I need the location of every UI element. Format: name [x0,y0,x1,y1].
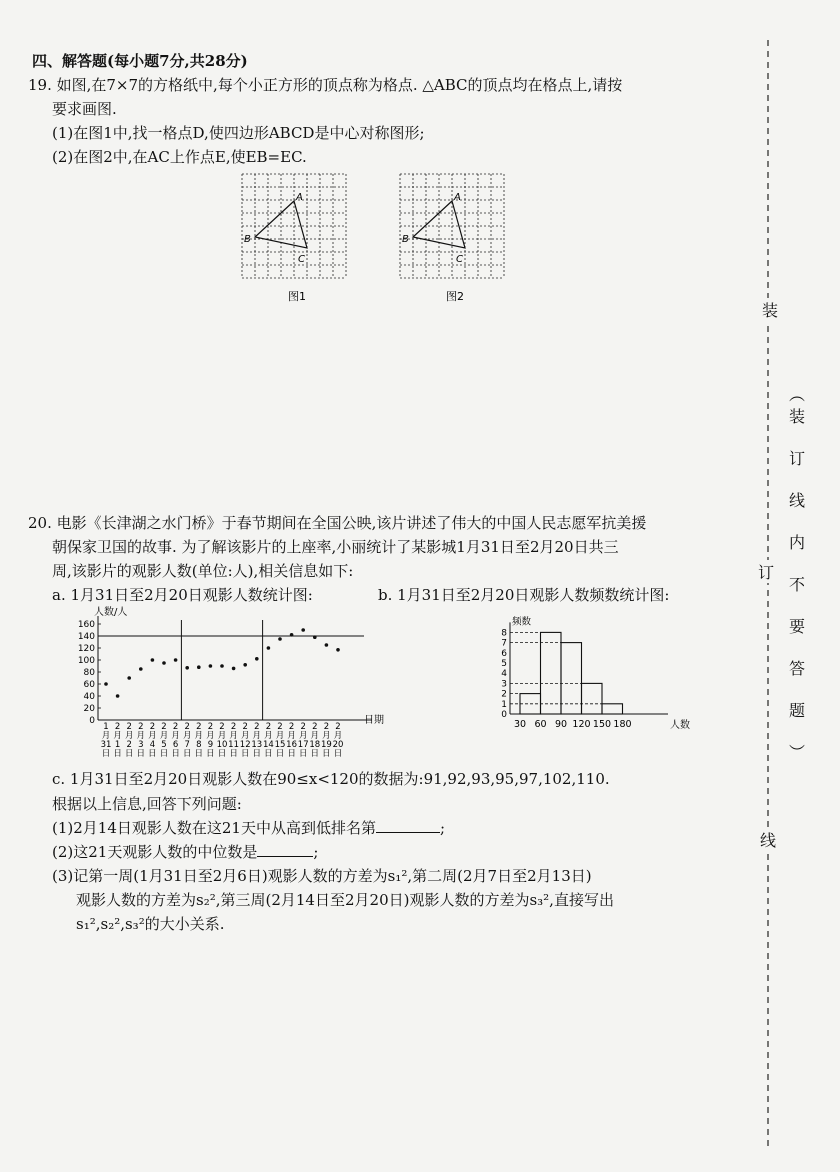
x-tick-label: 2 [138,722,144,732]
x-tick-label: 11 [228,740,240,750]
q20-line2: 朝保家卫国的故事. 为了解该影片的上座率,小丽统计了某影城1月31日至2月20日共三 [52,538,619,556]
x-tick-label: 月 [298,731,308,741]
y-tick-label: 80 [83,668,95,678]
x-tick-label: 2 [242,722,248,732]
data-point [336,648,340,652]
point-label-a: A [296,192,303,203]
margin-char: 答 [788,659,805,678]
x-tick-label: 90 [554,719,568,730]
data-point [290,633,294,637]
data-point [267,646,271,650]
data-point [209,664,213,668]
q20-sub2 [52,841,318,863]
x-tick-label: 月 [206,731,215,741]
x-tick-label: 月 [217,731,227,741]
data-point [116,694,120,698]
x-tick-label: 月 [240,731,250,741]
x-tick-label: 120 [572,719,591,730]
sub2-text: (2)这21天观影人数的中位数是 [52,843,258,861]
x-tick-label: 月 [252,731,262,741]
x-tick-label: 2 [312,722,318,732]
x-tick-label: 日 [136,749,146,759]
q20-sub3-line2: 观影人数的方差为s₂²,第三周(2月14日至2月20日)观影人数的方差为s₃²,直接写出 [76,891,614,909]
y-tick-label: 0 [89,716,95,726]
y-tick-label: 140 [77,632,95,642]
x-tick-label: 9 [207,740,214,750]
point-label-a: A [454,192,461,203]
x-tick-label: 日 [124,749,134,759]
q20-sub3-line3: s₁²,s₂²,s₃²的大小关系. [76,915,225,933]
y-tick-label: 3 [501,679,507,690]
x-tick-label: 2 [230,722,237,732]
x-tick-label: 2 [161,722,167,732]
y-tick-label: 5 [501,659,507,669]
y-tick-label: 8 [501,628,507,639]
x-tick-label: 日 [159,749,169,759]
x-tick-label: 月 [101,731,111,741]
q20-sub1 [52,817,445,839]
margin-char-ding: 订 [754,560,778,583]
sub1-end: ; [439,819,446,837]
margin-char: 题 [788,701,805,720]
y-tick-label: 60 [83,680,95,690]
data-point [162,661,166,665]
y-tick-label: 4 [501,669,507,680]
y-tick-label: 6 [501,648,507,659]
point-label-c: C [298,254,305,265]
margin-char-zhuang: 装 [758,298,782,321]
triangle-abc [413,201,465,248]
x-tick-label: 月 [194,731,204,741]
x-tick-label: 2 [196,722,202,732]
x-tick-label: 日 [182,749,192,759]
data-point [232,667,236,671]
x-tick-label: 1 [103,722,109,732]
x-tick-label: 日 [333,749,343,759]
x-tick-label: 日 [217,749,227,759]
histogram-bar [602,704,623,714]
margin-paren-close: ︶ [788,743,805,762]
sub2-end: ; [313,843,319,861]
data-point [243,663,247,667]
x-tick-label: 日 [275,749,285,759]
x-tick-label: 2 [172,722,179,732]
grid [400,174,504,278]
answer-intro: 根据以上信息,回答下列问题: [52,795,242,813]
y-tick-label: 1 [501,699,507,710]
x-tick-label: 2 [207,722,214,732]
margin-char: 线 [788,491,805,510]
grid [242,174,346,278]
figure-caption: 图2 [446,290,464,303]
x-tick-label: 日 [194,749,204,759]
x-tick-label: 日 [206,749,215,759]
data-point [197,665,201,669]
x-tick-label: 日 [310,749,320,759]
x-tick-label: 20 [332,740,344,750]
x-tick-label: 18 [309,740,321,750]
answer-blank-1[interactable] [376,818,440,833]
x-tick-label: 2 [300,722,306,732]
x-axis-label: 人数 [670,720,690,731]
margin-char: 内 [788,533,805,552]
margin-paren-open: ︵ [788,385,805,404]
x-tick-label: 2 [114,722,121,732]
y-tick-label: 40 [83,692,95,702]
triangle-abc [255,201,307,248]
x-tick-label: 16 [286,740,298,750]
point-label-b: B [402,234,409,245]
q19-line2: 要求画图. [52,100,117,118]
q19-part1: (1)在图1中,找一格点D,使四边形ABCD是中心对称图形; [52,124,425,142]
x-tick-label: 日 [287,749,296,759]
q19-part2: (2)在图2中,在AC上作点E,使EB=EC. [52,148,307,166]
x-tick-label: 月 [287,731,296,741]
x-tick-label: 月 [124,731,134,741]
x-tick-label: 日 [298,749,308,759]
x-tick-label: 6 [172,740,179,750]
x-tick-label: 2 [149,722,156,732]
section-header: 四、解答题(每小题7分,共28分) [32,52,248,70]
data-point [185,666,189,670]
x-tick-label: 180 [613,719,632,730]
x-tick-label: 2 [219,722,225,732]
answer-blank-2[interactable] [257,842,313,857]
data-point [313,635,317,639]
x-tick-label: 5 [161,740,167,750]
x-tick-label: 12 [239,740,251,750]
data-point [139,667,143,671]
x-tick-label: 7 [184,740,190,750]
x-tick-label: 4 [149,740,156,750]
data-point [220,664,224,668]
x-tick-label: 2 [126,722,132,732]
x-tick-label: 月 [275,731,285,741]
sub1-text: (1)2月14日观影人数在这21天中从高到低排名第 [52,819,376,837]
grid-figure-1 [238,170,360,310]
y-tick-label: 7 [501,638,507,649]
x-tick-label: 30 [513,719,527,730]
data-point [174,658,178,662]
x-tick-label: 月 [264,731,273,741]
x-tick-label: 月 [310,731,320,741]
x-tick-label: 日 [148,749,157,759]
x-tick-label: 2 [277,722,283,732]
x-tick-label: 月 [229,731,238,741]
x-tick-label: 17 [297,740,309,750]
x-tick-label: 月 [182,731,192,741]
q19-line1: 19. 如图,在7×7的方格纸中,每个小正方形的顶点称为格点. △ABC的顶点均在格点上,请按 [28,76,623,94]
data-point [325,643,329,647]
data-point [104,682,108,686]
point-label-c: C [456,254,463,265]
y-tick-label: 100 [77,656,95,666]
x-tick-label: 2 [126,740,132,750]
data-point [255,657,259,661]
x-tick-label: 31 [100,740,112,750]
x-tick-label: 2 [288,722,295,732]
daily-attendance-chart [60,607,384,768]
binding-dashed-line [760,40,780,1150]
x-tick-label: 月 [136,731,146,741]
x-tick-label: 10 [216,740,228,750]
figure-caption: 图1 [288,290,306,303]
x-tick-label: 月 [171,731,180,741]
x-tick-label: 月 [148,731,157,741]
x-tick-label: 月 [322,731,331,741]
y-tick-label: 2 [501,689,507,700]
point-label-b: B [244,234,251,245]
x-tick-label: 日 [113,749,122,759]
x-tick-label: 2 [254,722,260,732]
y-axis-label: 人数/人 [94,607,128,618]
q20-line1: 20. 电影《长津湖之水门桥》于春节期间在全国公映,该片讲述了伟大的中国人民志愿军抗美援 [28,514,647,532]
grid-figure-2 [396,170,518,310]
histogram-bar [582,683,603,714]
x-tick-label: 日 [264,749,273,759]
margin-char: 订 [788,449,805,468]
y-tick-label: 160 [77,620,95,630]
x-tick-label: 19 [320,740,332,750]
data-point [301,628,305,632]
x-tick-label: 月 [333,731,343,741]
data-point [151,658,155,662]
histogram-bar [561,643,582,714]
q20-c-label: c. 1月31日至2月20日观影人数在90≤x<120的数据为:91,92,93,95,97,102,110. [52,770,610,788]
data-point [127,676,131,680]
x-tick-label: 日 [171,749,180,759]
q20-b-label: b. 1月31日至2月20日观影人数频数统计图: [378,586,670,604]
x-tick-label: 8 [196,740,202,750]
x-tick-label: 13 [251,740,263,750]
x-tick-label: 14 [262,740,274,750]
x-tick-label: 日 [322,749,331,759]
x-tick-label: 2 [335,722,341,732]
x-tick-label: 150 [592,719,612,730]
histogram-bar [541,632,562,714]
x-tick-label: 1 [114,740,121,750]
margin-char-xian: 线 [756,828,780,851]
margin-instruction [786,404,808,740]
q20-a-label: a. 1月31日至2月20日观影人数统计图: [52,586,313,604]
x-axis-label: 日期 [364,715,384,726]
y-tick-label: 120 [77,644,95,654]
data-point [278,637,282,641]
x-tick-label: 日 [101,749,111,759]
x-tick-label: 60 [534,719,547,730]
x-tick-label: 日 [252,749,262,759]
margin-char: 装 [788,407,805,426]
y-axis-label: 频数 [512,616,532,628]
x-tick-label: 2 [184,722,190,732]
x-tick-label: 2 [323,722,330,732]
y-tick-label: 20 [83,704,95,714]
x-tick-label: 日 [240,749,250,759]
q20-sub3-line1: (3)记第一周(1月31日至2月6日)观影人数的方差为s₁²,第二周(2月7日至2月13日) [52,867,592,885]
y-tick-label: 0 [501,710,507,720]
frequency-histogram [488,610,688,734]
x-tick-label: 月 [159,731,169,741]
x-tick-label: 3 [138,740,144,750]
margin-char: 要 [788,617,805,636]
x-tick-label: 15 [274,740,286,750]
q20-line3: 周,该影片的观影人数(单位:人),相关信息如下: [52,562,354,580]
margin-char: 不 [788,575,805,594]
x-tick-label: 2 [265,722,272,732]
x-tick-label: 月 [113,731,122,741]
x-tick-label: 日 [229,749,238,759]
